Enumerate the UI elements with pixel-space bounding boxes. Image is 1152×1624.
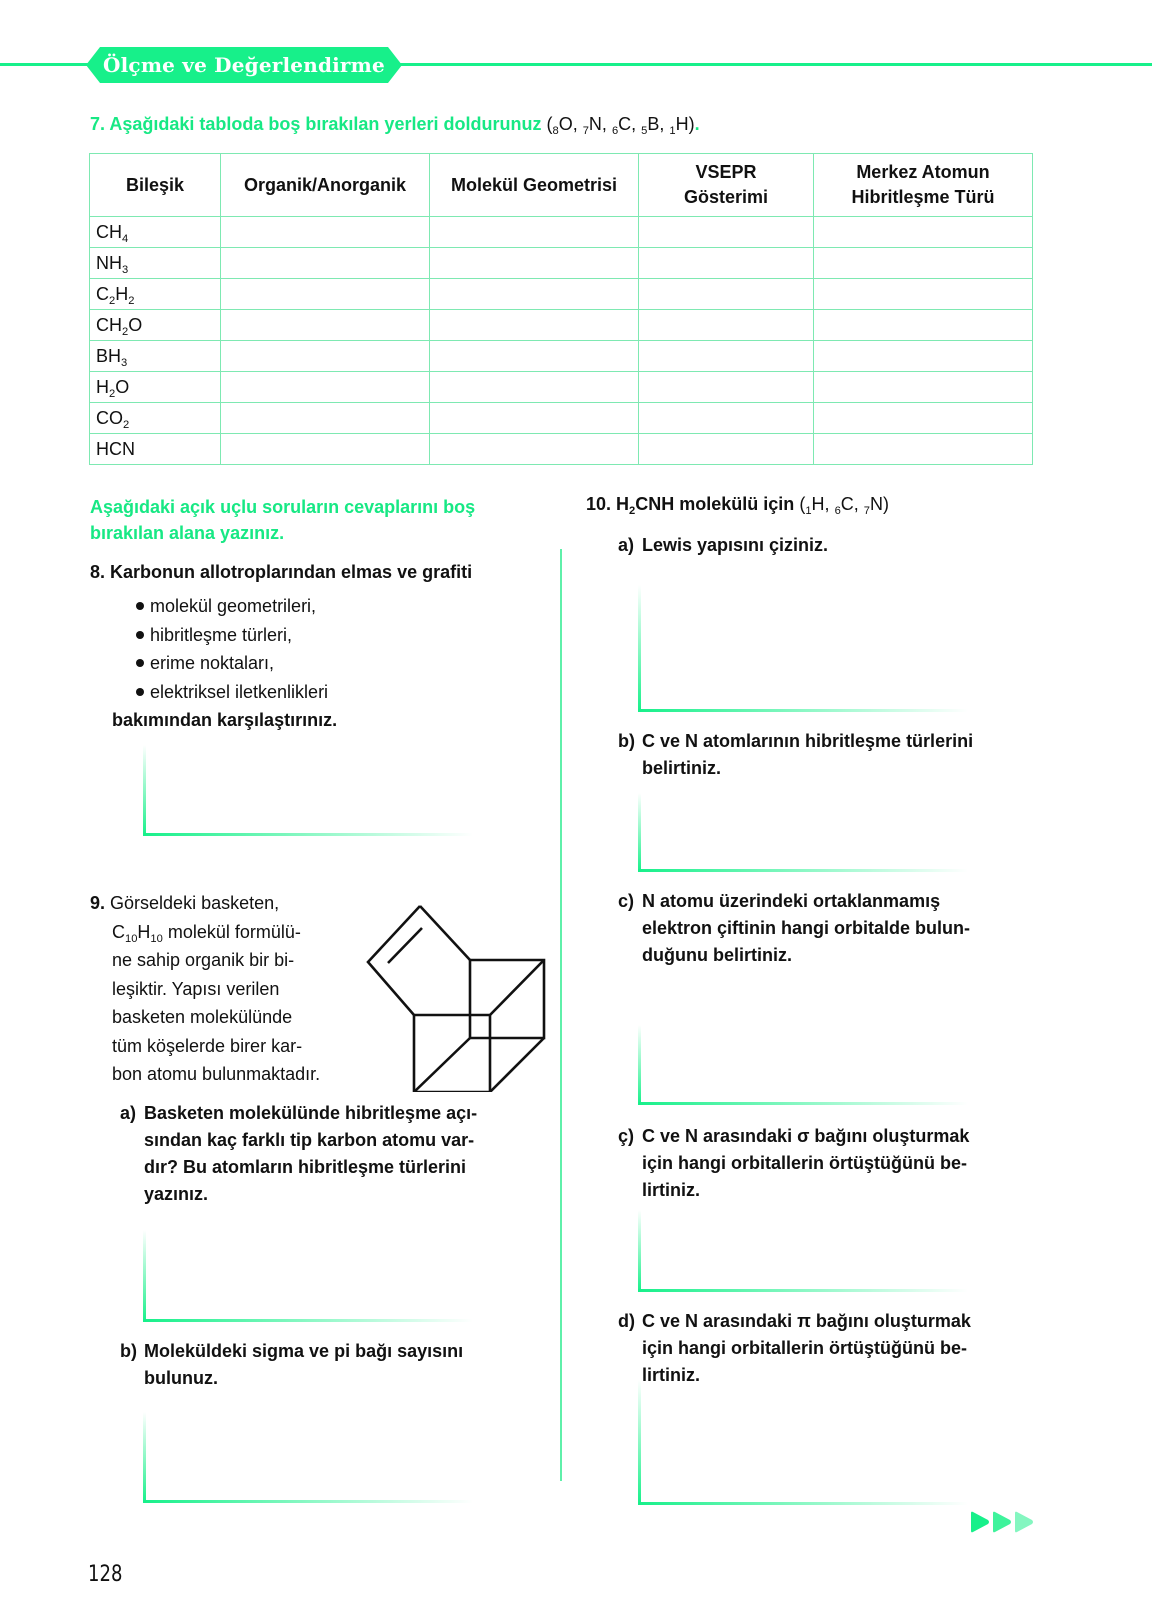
answer-cell[interactable] xyxy=(814,279,1033,310)
q10-number: 10. xyxy=(586,494,612,514)
answer-cell[interactable] xyxy=(639,279,814,310)
compound-formula: HCN xyxy=(90,434,221,465)
answer-cell[interactable] xyxy=(814,434,1033,465)
answer-cell[interactable] xyxy=(639,341,814,372)
answer-cell[interactable] xyxy=(221,403,430,434)
q8-bullet-list xyxy=(136,592,328,706)
answer-cell[interactable] xyxy=(221,341,430,372)
answer-cell[interactable] xyxy=(639,310,814,341)
bullet-icon xyxy=(136,602,144,610)
bullet-icon xyxy=(136,659,144,667)
section-title: Ölçme ve Değerlendirme xyxy=(103,53,385,77)
atomic-number: 7 xyxy=(582,124,589,137)
atomic-number: 6 xyxy=(611,124,619,137)
answer-cell[interactable] xyxy=(430,217,639,248)
column-header: Bileşik xyxy=(90,154,221,217)
question-10-prompt xyxy=(586,494,889,515)
q8-number: 8. xyxy=(90,562,106,582)
q9-line: leşiktir. Yapısı verilen xyxy=(112,978,280,999)
q9-number: 9. xyxy=(90,893,106,913)
atomic-number: 1 xyxy=(669,124,676,137)
table-header-row xyxy=(90,154,1033,217)
q10d-prompt: d) C ve N arasındaki π bağını oluşturmak için hangi orbitallerin örtüştüğünü be- lirtiniz. xyxy=(618,1311,971,1385)
q10c-answer-area[interactable] xyxy=(638,1025,968,1105)
answer-cell[interactable] xyxy=(639,217,814,248)
question-7-prompt: 7. Aşağıdaki tabloda boş bırakılan yerleri doldurunuz ($_8O$, $_7$N, $_6$C, $_5$B, $_1$H). xyxy=(90,114,700,137)
atomic-number: 6 xyxy=(834,504,841,517)
q9b-prompt: b) Moleküldeki sigma ve pi bağı sayısını bulunuz. xyxy=(120,1341,464,1388)
compound-formula: $CH_2O$ xyxy=(90,310,221,341)
q9a-answer-area[interactable] xyxy=(143,1230,473,1322)
table-row xyxy=(90,248,1033,279)
q8-tail: bakımından karşılaştırınız. xyxy=(112,710,338,730)
answer-cell[interactable] xyxy=(221,248,430,279)
molecule-bond xyxy=(368,906,420,1015)
answer-cell[interactable] xyxy=(639,403,814,434)
column-header: Merkez Atomun Hibritleşme Türü xyxy=(814,154,1033,217)
table-row xyxy=(90,434,1033,465)
table-body xyxy=(90,217,1033,465)
list-item: erime noktaları, xyxy=(136,649,328,678)
answer-cell[interactable] xyxy=(639,434,814,465)
q9-formula: $C_{10}H_{10}$ xyxy=(112,921,163,945)
q10-molecule: $H_2CNH$ xyxy=(616,494,675,517)
q9-line: basketen molekülünde xyxy=(112,1007,293,1027)
molecule-bond xyxy=(414,1038,470,1092)
table-row xyxy=(90,341,1033,372)
column-divider xyxy=(560,549,562,1481)
q10a-answer-area[interactable] xyxy=(638,585,968,712)
open-ended-instructions: Aşağıdaki açık uçlu soruların cevaplarını boş bırakılan alana yazınız. xyxy=(90,497,476,543)
q10b-prompt: b) C ve N atomlarının hibritleşme türlerini belirtiniz. xyxy=(618,731,974,778)
q7-number: 7. xyxy=(90,114,106,134)
q10d-answer-area[interactable] xyxy=(638,1380,968,1505)
list-item: molekül geometrileri, xyxy=(136,592,328,621)
molecule-bond xyxy=(490,1038,544,1092)
answer-cell[interactable] xyxy=(221,279,430,310)
atomic-number: 7 xyxy=(863,504,871,517)
q9b-answer-area[interactable] xyxy=(143,1412,473,1503)
table-row xyxy=(90,372,1033,403)
answer-cell[interactable] xyxy=(814,217,1033,248)
column-header: VSEPR Gösterimi xyxy=(639,154,814,217)
compound-formula: $CO_2$ xyxy=(90,403,221,434)
q10c-cedilla-prompt: ç) C ve N arasındaki σ bağını oluşturmak için hangi orbitallerin örtüştüğünü be- lirtiniz. xyxy=(618,1126,970,1200)
answer-cell[interactable] xyxy=(430,248,639,279)
table-row xyxy=(90,279,1033,310)
table-row xyxy=(90,403,1033,434)
answer-cell[interactable] xyxy=(639,248,814,279)
molecule-bond xyxy=(420,906,470,960)
answer-cell[interactable] xyxy=(430,434,639,465)
answer-cell[interactable] xyxy=(814,341,1033,372)
answer-cell[interactable] xyxy=(221,310,430,341)
table-row xyxy=(90,310,1033,341)
question-8-prompt xyxy=(90,558,472,587)
atomic-number: 1 xyxy=(805,504,812,517)
triple-play-arrows-icon[interactable] xyxy=(970,1511,1034,1533)
section-badge xyxy=(86,47,402,83)
q10c-cedilla-answer-area[interactable] xyxy=(638,1210,968,1292)
answer-cell[interactable] xyxy=(639,372,814,403)
q9-line: bon atomu bulunmaktadır. xyxy=(112,1064,321,1084)
column-header: Organik/Anorganik xyxy=(221,154,430,217)
compound-formula: $C_2H_2$ xyxy=(90,279,221,310)
atomic-number: 5 xyxy=(641,124,648,137)
q10-suffix: molekülü için xyxy=(679,494,795,514)
answer-cell[interactable] xyxy=(430,279,639,310)
q8-answer-area[interactable] xyxy=(143,745,473,836)
q9-line: tüm köşelerde birer kar- xyxy=(112,1035,303,1056)
compound-table xyxy=(89,153,1033,465)
basketene-structure-diagram xyxy=(364,902,554,1092)
compound-formula: $NH_3$ xyxy=(90,248,221,279)
table-row xyxy=(90,217,1033,248)
q7-elements: ($_8O$, $_7$N, $_6$C, $_5$B, $_1$H) xyxy=(546,114,695,137)
list-item: hibritleşme türleri, xyxy=(136,621,328,650)
q9-line: ne sahip organik bir bi- xyxy=(112,950,295,970)
compound-formula: $CH_4$ xyxy=(90,217,221,248)
bullet-icon xyxy=(136,688,144,696)
molecule-bond xyxy=(490,960,544,1015)
q10b-answer-area[interactable] xyxy=(638,793,968,872)
list-item: elektriksel iletkenlikleri xyxy=(136,678,328,707)
answer-cell[interactable] xyxy=(221,434,430,465)
q7-text: Aşağıdaki tabloda boş bırakılan yerleri doldurunuz xyxy=(109,114,542,134)
answer-cell[interactable] xyxy=(221,217,430,248)
answer-cell[interactable] xyxy=(430,403,639,434)
page-number: 128 xyxy=(88,1562,123,1587)
answer-cell[interactable] xyxy=(814,310,1033,341)
q10c-prompt: c) N atomu üzerindeki ortaklanmamış elektron çiftinin hangi orbitalde bulun- duğunu belirtiniz. xyxy=(618,891,970,965)
q9-line: Görseldeki basketen, xyxy=(110,893,280,913)
q8-text: Karbonun allotroplarından elmas ve grafiti xyxy=(110,562,473,582)
q9-line: molekül formülü- xyxy=(167,921,301,942)
q10-elements: ($_1H$, $_6$C, $_7$N) xyxy=(799,494,890,517)
answer-cell[interactable] xyxy=(814,372,1033,403)
question-9-prompt xyxy=(90,889,360,1089)
answer-cell[interactable] xyxy=(814,403,1033,434)
answer-cell[interactable] xyxy=(814,248,1033,279)
answer-cell[interactable] xyxy=(430,310,639,341)
answer-cell[interactable] xyxy=(221,372,430,403)
answer-cell[interactable] xyxy=(430,372,639,403)
q10a-prompt: a) Lewis yapısını çiziniz. xyxy=(618,535,829,555)
q9a-prompt: a) Basketen molekülünde hibritleşme açı- sından kaç farklı tip karbon atomu var- dır? Bu atomların hibritleşme türlerini yazınız. xyxy=(120,1103,478,1204)
bullet-icon xyxy=(136,631,144,639)
compound-formula: $BH_3$ xyxy=(90,341,221,372)
column-header: Molekül Geometrisi xyxy=(430,154,639,217)
compound-formula: $H_2O$ xyxy=(90,372,221,403)
atomic-number: 8 xyxy=(552,124,559,137)
answer-cell[interactable] xyxy=(430,341,639,372)
